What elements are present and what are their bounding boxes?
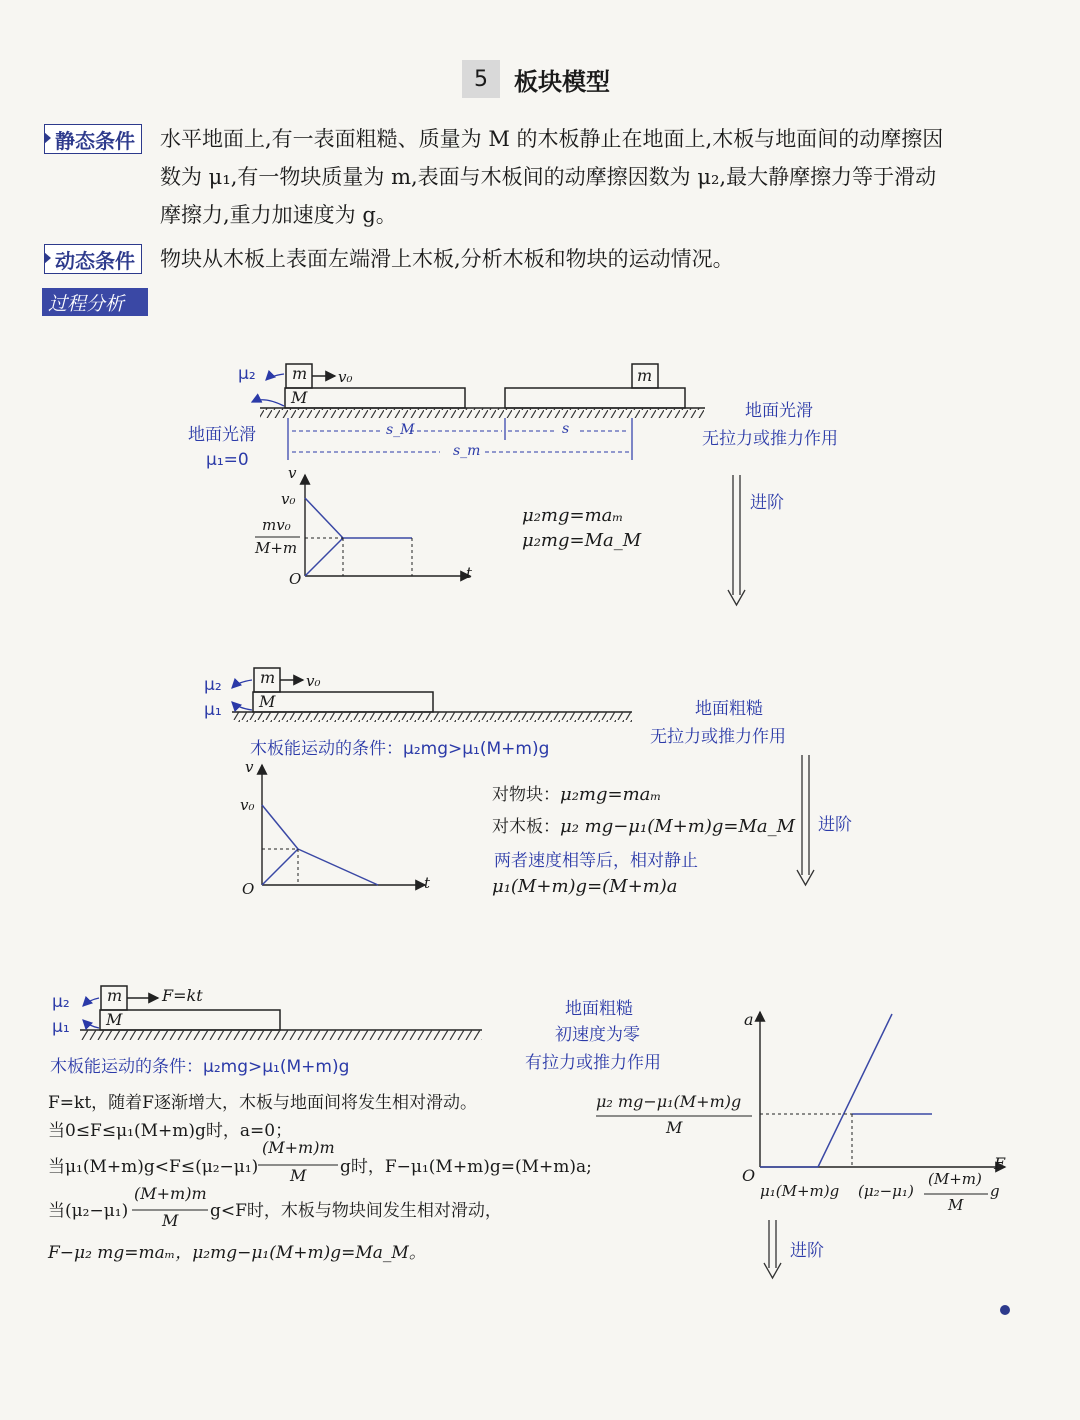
case3-line4a: 当(μ₂−μ₁) (48, 1201, 129, 1221)
case3-progress-arrow (764, 1220, 781, 1278)
case3-note1: 地面粗糙 (565, 999, 633, 1019)
case2-mu2: μ₂ (204, 675, 222, 695)
case3-note2: 初速度为零 (555, 1025, 640, 1045)
case2-eq2-formula: μ₂ mg−μ₁(M+m)g=Ma_M (560, 816, 796, 837)
case3-line4-frac-den: M (162, 1211, 179, 1230)
case2-graph-O: O (242, 880, 255, 898)
section-title: 板块模型 (514, 67, 610, 96)
static-line-3: 摩擦力,重力加速度为 g。 (160, 203, 397, 227)
case1-v0: v₀ (338, 368, 353, 386)
case1-note1: 地面光滑 (745, 401, 813, 421)
case2-eq1-label: 对物块： (492, 785, 560, 805)
case3-arrow-label: 进阶 (790, 1241, 824, 1261)
case2-graph-v0: v₀ (240, 796, 255, 814)
case1-sm: s_m (453, 443, 481, 459)
dynamic-tag: 动态条件 (44, 244, 142, 274)
case2-progress-arrow (797, 755, 814, 885)
case2-eq2 (492, 812, 795, 837)
case3-graph-level-num: μ₂ mg−μ₁(M+m)g (596, 1092, 742, 1111)
dynamic-text: 物块从木板上表面左端滑上木板,分析木板和物块的运动情况。 (160, 247, 734, 271)
case2-eq1 (492, 780, 661, 805)
case3-line3a: 当μ₁(M+m)g<F≤(μ₂−μ₁) (48, 1157, 259, 1177)
case1-s: s (562, 421, 570, 437)
case3-line3b: g时，F−μ₁(M+m)g=(M+m)a; (340, 1157, 592, 1177)
case3-line2: 当0≤F≤μ₁(M+m)g时，a=0； (48, 1121, 293, 1141)
case3-block-m: m (107, 986, 123, 1005)
case3-force: F=kt (162, 986, 203, 1005)
case1-graph-frac-num: mv₀ (262, 516, 291, 534)
case3-graph-O: O (742, 1166, 756, 1185)
case2-graph (262, 765, 425, 885)
case2-v0: v₀ (306, 672, 321, 690)
case3-mu1: μ₁ (52, 1017, 70, 1037)
case3-board-M: M (106, 1010, 123, 1029)
case3-graph-a: a (744, 1010, 754, 1029)
case2-arrow-label: 进阶 (818, 815, 852, 835)
case2-eq3: 两者速度相等后，相对静止 (494, 851, 698, 871)
page-dot (1000, 1305, 1010, 1315)
case3-graph-x2b: g (990, 1182, 1000, 1200)
case1-sM: s_M (386, 422, 415, 438)
case2-graph-t: t (424, 874, 431, 892)
case1-graph-O: O (289, 570, 302, 588)
case2-note2: 无拉力或推力作用 (650, 727, 786, 747)
case1-eq2: μ₂mg=Ma_M (522, 530, 642, 551)
case1-mu1: μ₁=0 (206, 450, 249, 470)
case1-arrow-label: 进阶 (750, 493, 784, 513)
static-tag: 静态条件 (44, 124, 142, 154)
static-line-2: 数为 μ₁,有一物块质量为 m,表面与木板间的动摩擦因数为 μ₂,最大静摩擦力等于滑动 (160, 165, 937, 189)
case3-graph-x2-den: M (948, 1196, 964, 1214)
case2-note1: 地面粗糙 (695, 699, 763, 719)
case1-ground-label: 地面光滑 (188, 425, 256, 445)
case2-eq2-label: 对木板： (492, 817, 560, 837)
case1-block-m-right: m (637, 366, 653, 385)
case3-line1: F=kt，随着F逐渐增大，木板与地面间将发生相对滑动。 (48, 1093, 477, 1113)
case3-condition: 木板能运动的条件：μ₂mg>μ₁(M+m)g (50, 1057, 350, 1077)
case3-graph-x2-num: (M+m) (928, 1170, 982, 1188)
case3-graph-x2a: (μ₂−μ₁) (858, 1182, 914, 1200)
case2-block-m: m (260, 668, 276, 687)
case3-line3 (48, 1152, 258, 1177)
case3-graph (596, 1012, 1005, 1167)
case1-note2: 无拉力或推力作用 (702, 429, 838, 449)
case2-condition: 木板能运动的条件：μ₂mg>μ₁(M+m)g (250, 739, 550, 759)
case2-setup (232, 668, 632, 722)
case3-line3-frac-num: (M+m)m (262, 1138, 335, 1157)
case3-setup (80, 986, 482, 1040)
case3-line4-frac-num: (M+m)m (134, 1184, 207, 1203)
board-left (285, 388, 465, 408)
case1-eq1: μ₂mg=maₘ (522, 505, 624, 526)
case3-graph-x1: μ₁(M+m)g (760, 1182, 840, 1200)
case3-line3-frac-den: M (290, 1166, 307, 1185)
section-number: 5 (462, 60, 500, 98)
case2-board-M: M (259, 692, 276, 711)
case3-mu2: μ₂ (52, 992, 70, 1012)
case1-block-m: m (292, 364, 308, 383)
process-tag: 过程分析 (42, 288, 148, 316)
case1-graph-t: t (466, 564, 473, 582)
case2-eq1-formula: μ₂mg=maₘ (560, 784, 662, 805)
case1-progress-arrow (728, 475, 745, 605)
case2-eq4: μ₁(M+m)g=(M+m)a (492, 876, 678, 897)
static-line-1: 水平地面上,有一表面粗糙、质量为 M 的木板静止在地面上,木板与地面间的动摩擦因 (160, 127, 944, 151)
case3-graph-level-den: M (666, 1118, 683, 1137)
case3-graph-F: F (994, 1154, 1006, 1173)
case1-mu2: μ₂ (238, 364, 256, 384)
case3-line4b: g<F时，木板与物块间发生相对滑动， (210, 1201, 502, 1221)
board-right (505, 388, 685, 408)
case1-graph-v: v (288, 464, 297, 482)
case3-note3: 有拉力或推力作用 (525, 1053, 661, 1073)
case2-graph-v: v (245, 758, 254, 776)
case2-mu1: μ₁ (204, 700, 222, 720)
case3-line5: F−μ₂ mg=maₘ，μ₂mg−μ₁(M+m)g=Ma_M。 (48, 1243, 426, 1263)
case1-board-M: M (291, 388, 308, 407)
case1-graph-v0: v₀ (281, 490, 296, 508)
case1-graph-frac-den: M+m (255, 539, 298, 557)
